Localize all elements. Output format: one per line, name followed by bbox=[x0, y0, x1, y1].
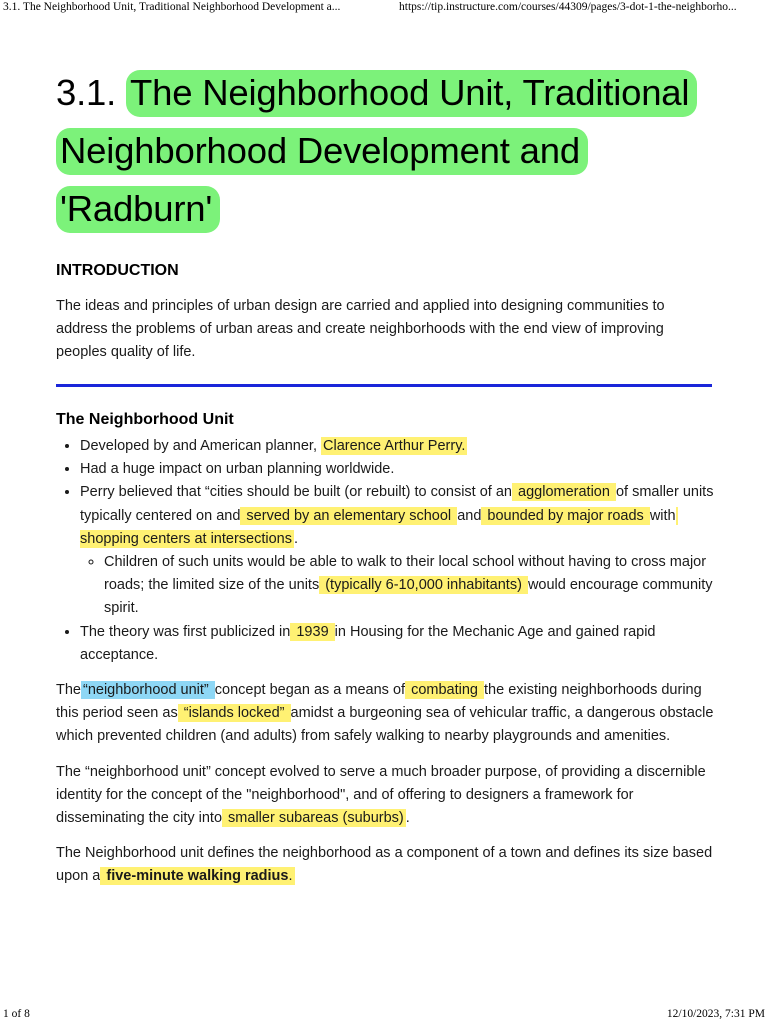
title-number: 3.1. bbox=[56, 72, 127, 113]
page-content bbox=[56, 64, 716, 889]
list-item-text: in Housing for the Mechanic Age and gained rapid acceptance. bbox=[80, 623, 656, 663]
intro-paragraph: The ideas and principles of urban design are carried and applied into designing communities to address the problems of urban areas and create neighborhoods with the end view of improving peoples quality of life. bbox=[56, 298, 665, 360]
highlight-bold bbox=[100, 867, 294, 885]
intro-heading: INTRODUCTION bbox=[56, 262, 179, 279]
page-count: 1 of 8 bbox=[3, 1008, 30, 1020]
neighborhood-unit-paragraph-1 bbox=[56, 679, 716, 749]
highlight-end: . bbox=[288, 868, 293, 885]
term-highlight: “neighborhood unit” bbox=[83, 682, 213, 699]
list-item-text: with bbox=[649, 507, 676, 524]
neighborhood-unit-paragraph-2 bbox=[56, 761, 716, 831]
neighborhood-unit-list bbox=[56, 435, 716, 667]
paragraph-text: amidst a burgeoning sea of vehicular traffic, a dangerous obstacle which prevented children (and adults) from safely walking to nearby playgrounds and amenities. bbox=[56, 705, 714, 745]
list-item bbox=[80, 481, 716, 620]
print-header bbox=[0, 0, 768, 18]
paragraph-text: The bbox=[56, 682, 81, 699]
print-header-url: https://tip.instructure.com/courses/44309/pages/3-dot-1-the-neighborho... bbox=[399, 1, 737, 13]
highlight: combating bbox=[407, 682, 483, 699]
list-item-text: and bbox=[457, 507, 482, 524]
list-item-text: Developed by and American planner, bbox=[80, 438, 322, 454]
highlight: bounded by major roads bbox=[483, 507, 648, 524]
highlight: served by an elementary school bbox=[242, 507, 456, 524]
list-item-text: Children of such units would be able to walk to their local school without having to cross major roads; the limited size of the units bbox=[104, 554, 707, 594]
print-footer bbox=[0, 1006, 768, 1024]
highlight: shopping centers at intersections bbox=[80, 507, 678, 548]
bold-text: five-minute walking radius bbox=[102, 868, 289, 885]
list-item bbox=[80, 621, 716, 667]
page-title bbox=[56, 64, 716, 238]
neighborhood-unit-heading: The Neighborhood Unit bbox=[56, 411, 234, 428]
highlight: “islands locked” bbox=[179, 705, 289, 722]
list-item-text: Had a huge impact on urban planning worldwide. bbox=[80, 461, 395, 478]
neighborhood-unit-paragraph-3 bbox=[56, 842, 716, 888]
print-datetime: 12/10/2023, 7:31 PM bbox=[666, 1008, 765, 1020]
print-header-title: 3.1. The Neighborhood Unit, Traditional Neighborhood Development a... bbox=[3, 1, 341, 13]
paragraph-text: the existing neighborhoods during this period seen as bbox=[56, 682, 702, 722]
highlight: 1939 bbox=[292, 623, 333, 640]
paragraph-text: The Neighborhood unit defines the neighborhood as a component of a town and defines its size based upon a bbox=[56, 845, 713, 885]
sub-list bbox=[80, 551, 716, 621]
sub-list-item bbox=[104, 551, 716, 621]
highlight: (typically 6-10,000 inhabitants) bbox=[321, 577, 526, 594]
paragraph-text: The “neighborhood unit” concept evolved to serve a much broader purpose, of providing a discernible identity for the concept of the "neighborhood", and of offering to designers a framework for disseminating the city into bbox=[56, 763, 706, 827]
list-item-text: of smaller units typically centered on and bbox=[80, 484, 714, 524]
list-item bbox=[80, 435, 716, 458]
title-highlighted-text: The Neighborhood Unit, Traditional Neighborhood Development and 'Radburn' bbox=[56, 70, 697, 233]
list-item bbox=[80, 458, 716, 481]
list-item-text: . bbox=[294, 530, 299, 547]
list-item-text: Perry believed that “cities should be built (or rebuilt) to consist of an bbox=[80, 484, 512, 501]
list-item-text: The theory was first publicized in bbox=[80, 623, 291, 640]
list-item-text: would encourage community spirit. bbox=[104, 577, 713, 617]
highlight: smaller subareas (suburbs) bbox=[224, 810, 404, 827]
section-divider bbox=[56, 384, 712, 387]
highlight: agglomeration bbox=[514, 484, 614, 501]
paragraph-text: . bbox=[405, 810, 410, 827]
paragraph-text: concept began as a means of bbox=[214, 682, 406, 699]
highlight: Clarence Arthur Perry. bbox=[323, 438, 466, 454]
